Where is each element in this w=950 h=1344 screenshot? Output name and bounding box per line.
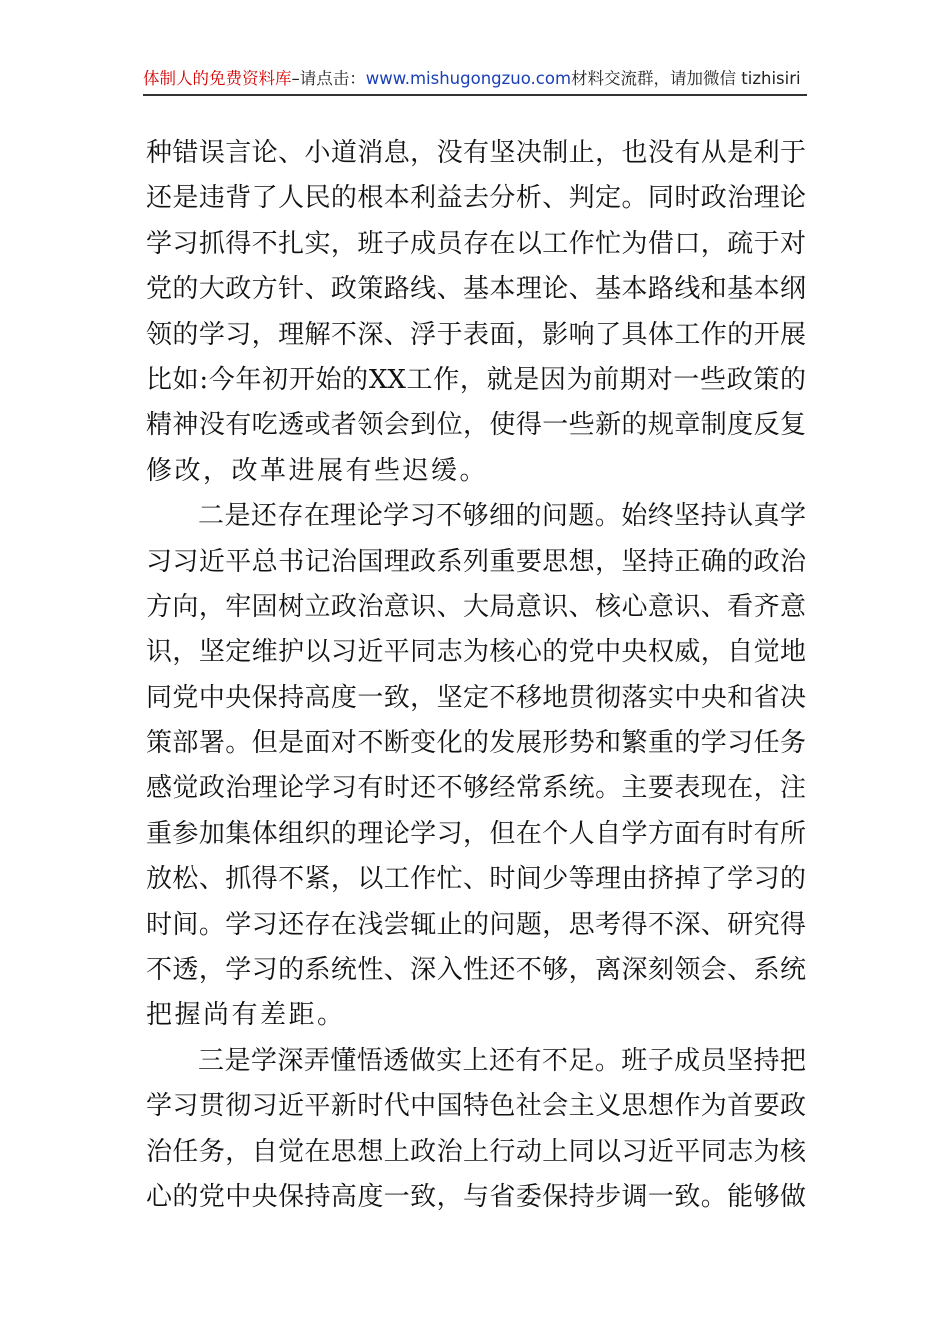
text-line: 修改，改革进展有些迟缓。 <box>146 455 489 486</box>
text-line: 不透，学习的系统性、深入性还不够，离深刻领会、系统 <box>146 955 806 986</box>
text-line: 还是违背了人民的根本利益去分析、判定。同时政治理论 <box>146 183 806 214</box>
header-divider <box>143 94 807 96</box>
text-line: 感觉政治理论学习有时还不够经常系统。主要表现在，注 <box>146 773 806 804</box>
text-line: 放松、抓得不紧，以工作忙、时间少等理由挤掉了学习的 <box>146 864 806 895</box>
text-line: 领的学习，理解不深、浮于表面，影响了具体工作的开展 <box>146 319 806 350</box>
text-line: 习习近平总书记治国理政系列重要思想，坚持正确的政治 <box>146 546 806 577</box>
text-line: 精神没有吃透或者领会到位，使得一些新的规章制度反复 <box>146 410 806 441</box>
text-line: 策部署。但是面对不断变化的发展形势和繁重的学习任务 <box>146 728 806 759</box>
header-brand: 体制人的免费资料库 <box>143 69 292 88</box>
text-line: 识，坚定维护以习近平同志为核心的党中央权威，自觉地 <box>146 637 806 668</box>
text-line: 二是还存在理论学习不够细的问题。始终坚持认真学 <box>198 501 806 532</box>
text-line: 时间。学习还存在浅尝辄止的问题，思考得不深、研究得 <box>146 909 806 940</box>
text-line: 把握尚有差距。 <box>146 1000 346 1031</box>
text-line: 比如:今年初开始的XX工作，就是因为前期对一些政策的 <box>146 364 806 395</box>
text-line: 三是学深弄懂悟透做实上还有不足。班子成员坚持把 <box>198 1045 806 1076</box>
text-line: 重参加集体组织的理论学习，但在个人自学方面有时有所 <box>146 818 806 849</box>
document-body <box>146 131 806 1220</box>
text-line: 学习抓得不扎实，班子成员存在以工作忙为借口，疏于对 <box>146 228 806 259</box>
page-header <box>143 66 807 92</box>
text-line: 心的党中央保持高度一致，与省委保持步调一致。能够做 <box>146 1181 806 1212</box>
header-separator: –请点击： <box>291 69 366 88</box>
text-line: 党的大政方针、政策路线、基本理论、基本路线和基本纲 <box>146 274 806 305</box>
header-link[interactable]: www.mishugongzuo.com <box>365 69 572 88</box>
text-line: 治任务，自觉在思想上政治上行动上同以习近平同志为核 <box>146 1136 806 1167</box>
text-line: 方向，牢固树立政治意识、大局意识、核心意识、看齐意 <box>146 591 806 622</box>
text-line: 学习贯彻习近平新时代中国特色社会主义思想作为首要政 <box>146 1091 806 1122</box>
text-line: 同党中央保持高度一致，坚定不移地贯彻落实中央和省决 <box>146 682 806 713</box>
header-note: 材料交流群，请加微信 tizhisiri <box>571 69 801 88</box>
text-line: 种错误言论、小道消息，没有坚决制止，也没有从是利于 <box>146 138 806 168</box>
